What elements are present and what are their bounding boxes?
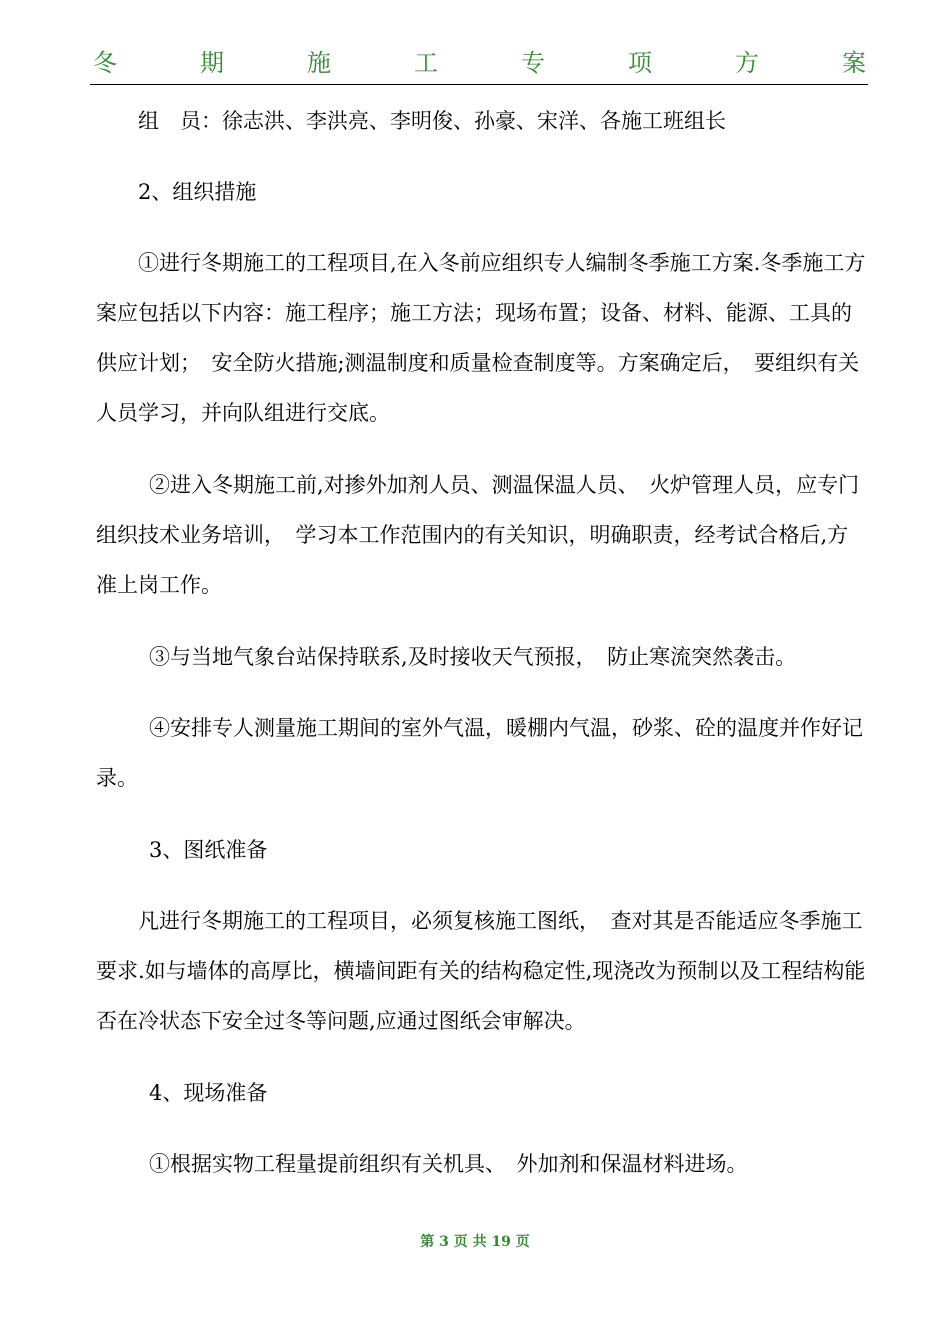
header-divider xyxy=(90,84,868,85)
document-body xyxy=(96,96,868,1210)
paragraph-training: ②进入冬期施工前,对掺外加剂人员、测温保温人员、 火炉管理人员，应专门组织技术业务培训， 学习本工作范围内的有关知识，明确职责，经考试合格后,方准上岗工作。 xyxy=(96,473,860,597)
section-heading-organization: 2、组织措施 xyxy=(138,180,257,204)
document-header xyxy=(93,46,866,80)
section-heading-site: 4、现场准备 xyxy=(149,1081,268,1105)
paragraph-materials: ①根据实物工程量提前组织有关机具、 外加剂和保温材料进场。 xyxy=(149,1152,748,1176)
section-heading-drawings: 3、图纸准备 xyxy=(149,838,268,862)
page-number: 第 3 页 共 19 页 xyxy=(420,1234,530,1250)
header-char: 项 xyxy=(628,49,652,77)
header-char: 期 xyxy=(200,49,224,77)
header-char: 方 xyxy=(735,49,759,77)
paragraph-drawings: 凡进行冬期施工的工程项目，必须复核施工图纸， 查对其是否能适应冬季施工要求.如与墙体的高厚比，横墙间距有关的结构稳定性,现浇改为预制以及工程结构能否在冷状态下安全过冬等问题,应通过图纸会审解决。 xyxy=(96,909,866,1033)
members-line: 组 员：徐志洪、李洪亮、李明俊、孙豪、宋洋、各施工班组长 xyxy=(138,109,726,133)
paragraph-plan: ①进行冬期施工的工程项目,在入冬前应组织专人编制冬季施工方案.冬季施工方案应包括以下内容：施工程序；施工方法；现场布置；设备、材料、能源、工具的供应计划； 安全防火措施;测温制度和质量检查制度等。方案确定后， 要组织有关人员学习，并向队组进行交底。 xyxy=(96,251,866,425)
header-char: 案 xyxy=(842,49,866,77)
header-char: 工 xyxy=(414,49,438,77)
header-char: 专 xyxy=(521,49,545,77)
header-char: 施 xyxy=(307,49,331,77)
paragraph-weather: ③与当地气象台站保持联系,及时接收天气预报， 防止寒流突然袭击。 xyxy=(149,645,797,669)
paragraph-temperature: ④安排专人测量施工期间的室外气温，暖棚内气温，砂浆、砼的温度并作好记录。 xyxy=(96,716,863,790)
header-char: 冬 xyxy=(93,49,117,77)
